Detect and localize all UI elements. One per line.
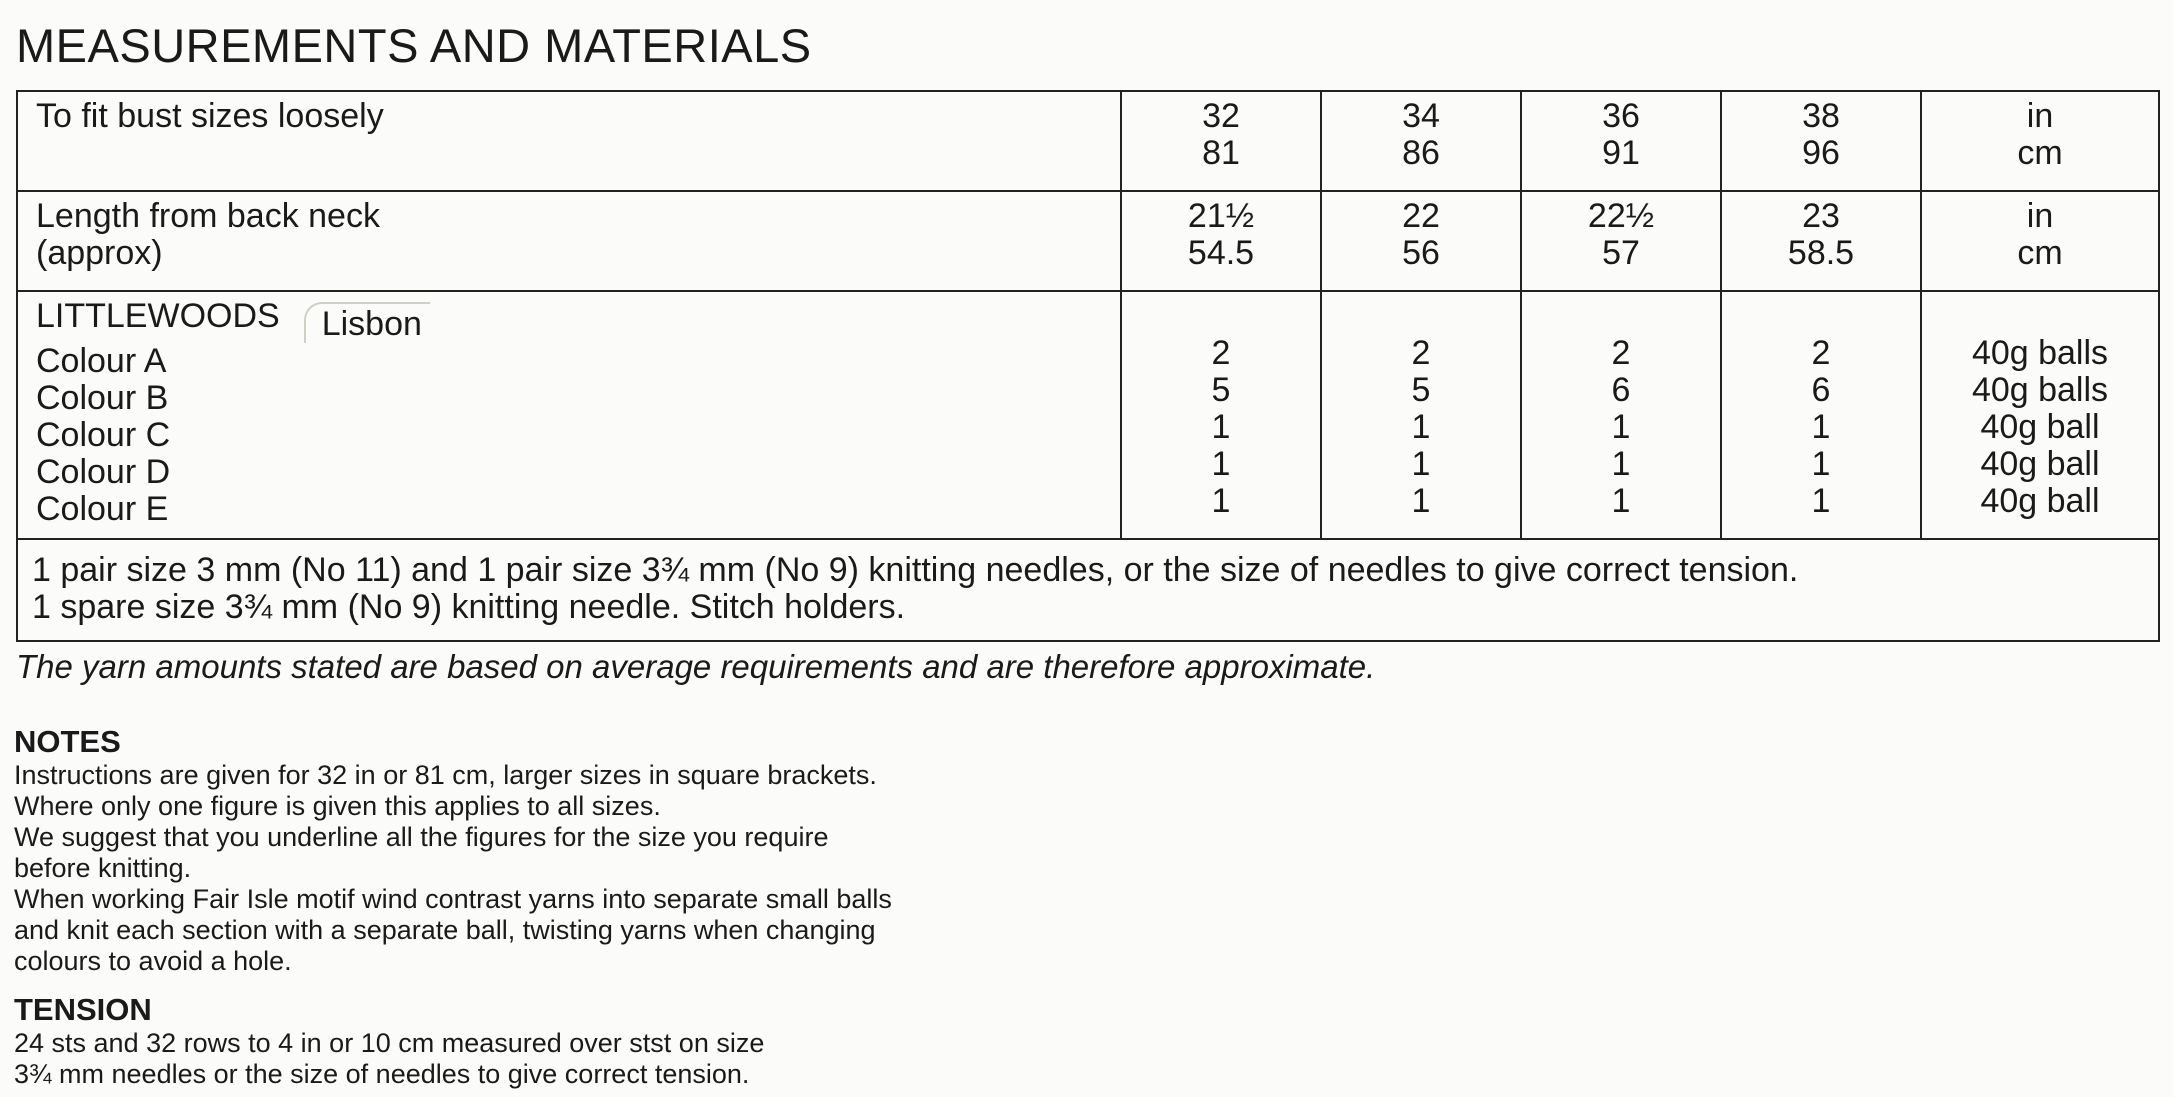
notes-line: before knitting.: [14, 853, 192, 883]
length-label: Length from back neck: [36, 197, 380, 235]
measurements-table: [16, 90, 2160, 642]
colour-label: Colour C: [36, 416, 171, 454]
yarn-unit: 40g balls: [1971, 334, 2109, 372]
length-unit-cell: [1921, 191, 2159, 291]
length-in-value: 22: [1402, 197, 1440, 235]
yarn-qty: 1: [1611, 408, 1631, 446]
bust-size-row: [17, 91, 2159, 191]
yarn-qty: 1: [1611, 445, 1631, 483]
bust-label: To fit bust sizes loosely: [36, 97, 384, 135]
length-cm-value: 56: [1402, 234, 1440, 272]
yarn-qty: 1: [1811, 445, 1831, 483]
length-in-value: 22½: [1587, 197, 1655, 235]
length-in-value: 23: [1802, 197, 1840, 235]
yarn-qty: 1: [1411, 445, 1431, 483]
notes-heading: NOTES: [14, 724, 121, 759]
length-row: [17, 191, 2159, 291]
yarn-qty: 1: [1611, 482, 1631, 520]
tension-line: 3¾ mm needles or the size of needles to give correct tension.: [14, 1059, 750, 1089]
unit-cm: cm: [2017, 134, 2063, 172]
bust-size-cell: [1121, 91, 1321, 191]
yarn-qty-cell: [1121, 291, 1321, 539]
bust-unit-cell: [1921, 91, 2159, 191]
yarn-label-cell: [17, 291, 1121, 539]
colour-label: Colour E: [36, 490, 169, 528]
yarn-qty: 2: [1211, 334, 1231, 372]
length-size-cell: [1521, 191, 1721, 291]
yarn-qty: 6: [1611, 371, 1631, 409]
length-cm-value: 58.5: [1787, 234, 1855, 272]
yarn-qty-cell: [1721, 291, 1921, 539]
notes-line: colours to avoid a hole.: [14, 946, 292, 976]
yarn-qty: 1: [1211, 408, 1231, 446]
length-size-cell: [1121, 191, 1321, 291]
notes-line: We suggest that you underline all the figures for the size you require: [14, 822, 829, 852]
bust-cm-value: 91: [1602, 134, 1640, 172]
needles-row: [17, 539, 2159, 641]
tension-heading: TENSION: [14, 992, 152, 1027]
yarn-unit: 40g balls: [1971, 371, 2109, 409]
needles-line: 1 pair size 3 mm (No 11) and 1 pair size 3¾ mm (No 9) knitting needles, or the size of needles to give correct tension.: [32, 551, 1799, 589]
bust-in-value: 34: [1402, 97, 1440, 135]
yarn-qty: 1: [1411, 482, 1431, 520]
yarn-qty: 5: [1411, 371, 1431, 409]
bust-cm-value: 96: [1802, 134, 1840, 172]
bust-in-value: 38: [1802, 97, 1840, 135]
tension-line: 24 sts and 32 rows to 4 in or 10 cm measured over stst on size: [14, 1028, 765, 1058]
bust-cm-value: 81: [1202, 134, 1240, 172]
yarn-qty: 6: [1811, 371, 1831, 409]
colour-label: Colour D: [36, 453, 171, 491]
notes-body: [14, 760, 892, 977]
notes-line: When working Fair Isle motif wind contrast yarns into separate small balls: [14, 884, 892, 914]
notes-line: and knit each section with a separate ball, twisting yarns when changing: [14, 915, 876, 945]
unit-in: in: [2026, 197, 2054, 235]
yarn-qty: 1: [1811, 482, 1831, 520]
yarn-qty: 2: [1811, 334, 1831, 372]
page-title: MEASUREMENTS AND MATERIALS: [16, 19, 812, 72]
length-label-cell: [17, 191, 1121, 291]
yarn-qty: 1: [1211, 445, 1231, 483]
bust-in-value: 36: [1602, 97, 1640, 135]
needles-cell: [17, 539, 2159, 641]
notes-line: Instructions are given for 32 in or 81 cm, larger sizes in square brackets.: [14, 760, 877, 790]
length-size-cell: [1321, 191, 1521, 291]
yarn-unit: 40g ball: [1980, 482, 2100, 520]
bust-label-cell: [17, 91, 1121, 191]
colour-label: Colour A: [36, 342, 167, 380]
length-in-value: 21½: [1187, 197, 1255, 235]
tension-body: [14, 1028, 764, 1090]
unit-cm: cm: [2017, 234, 2063, 272]
length-label-approx: (approx): [36, 234, 163, 272]
brand-name: LITTLEWOODS: [36, 297, 280, 335]
yarn-qty-cell: [1521, 291, 1721, 539]
yarn-qty: 2: [1411, 334, 1431, 372]
needles-line: 1 spare size 3¾ mm (No 9) knitting needle. Stitch holders.: [32, 588, 906, 626]
bust-size-cell: [1521, 91, 1721, 191]
yarn-qty: 5: [1211, 371, 1231, 409]
yarn-amount-note: The yarn amounts stated are based on average requirements and are therefore approximate.: [16, 648, 1376, 685]
yarn-qty: 1: [1211, 482, 1231, 520]
length-size-cell: [1721, 191, 1921, 291]
unit-in: in: [2026, 97, 2054, 135]
yarn-qty-cell: [1321, 291, 1521, 539]
bust-size-cell: [1321, 91, 1521, 191]
yarn-name-label: Lisbon: [304, 302, 430, 343]
yarn-qty: 1: [1411, 408, 1431, 446]
bust-size-cell: [1721, 91, 1921, 191]
bust-in-value: 32: [1202, 97, 1240, 135]
length-cm-value: 54.5: [1187, 234, 1255, 272]
notes-line: Where only one figure is given this applies to all sizes.: [14, 791, 661, 821]
yarn-brand: [36, 298, 1102, 343]
length-cm-value: 57: [1602, 234, 1640, 272]
yarn-unit-cell: [1921, 291, 2159, 539]
yarn-qty: 1: [1811, 408, 1831, 446]
yarn-unit: 40g ball: [1980, 408, 2100, 446]
colour-label: Colour B: [36, 379, 169, 417]
yarn-qty: 2: [1611, 334, 1631, 372]
yarn-unit: 40g ball: [1980, 445, 2100, 483]
bust-cm-value: 86: [1402, 134, 1440, 172]
yarn-row: [17, 291, 2159, 539]
